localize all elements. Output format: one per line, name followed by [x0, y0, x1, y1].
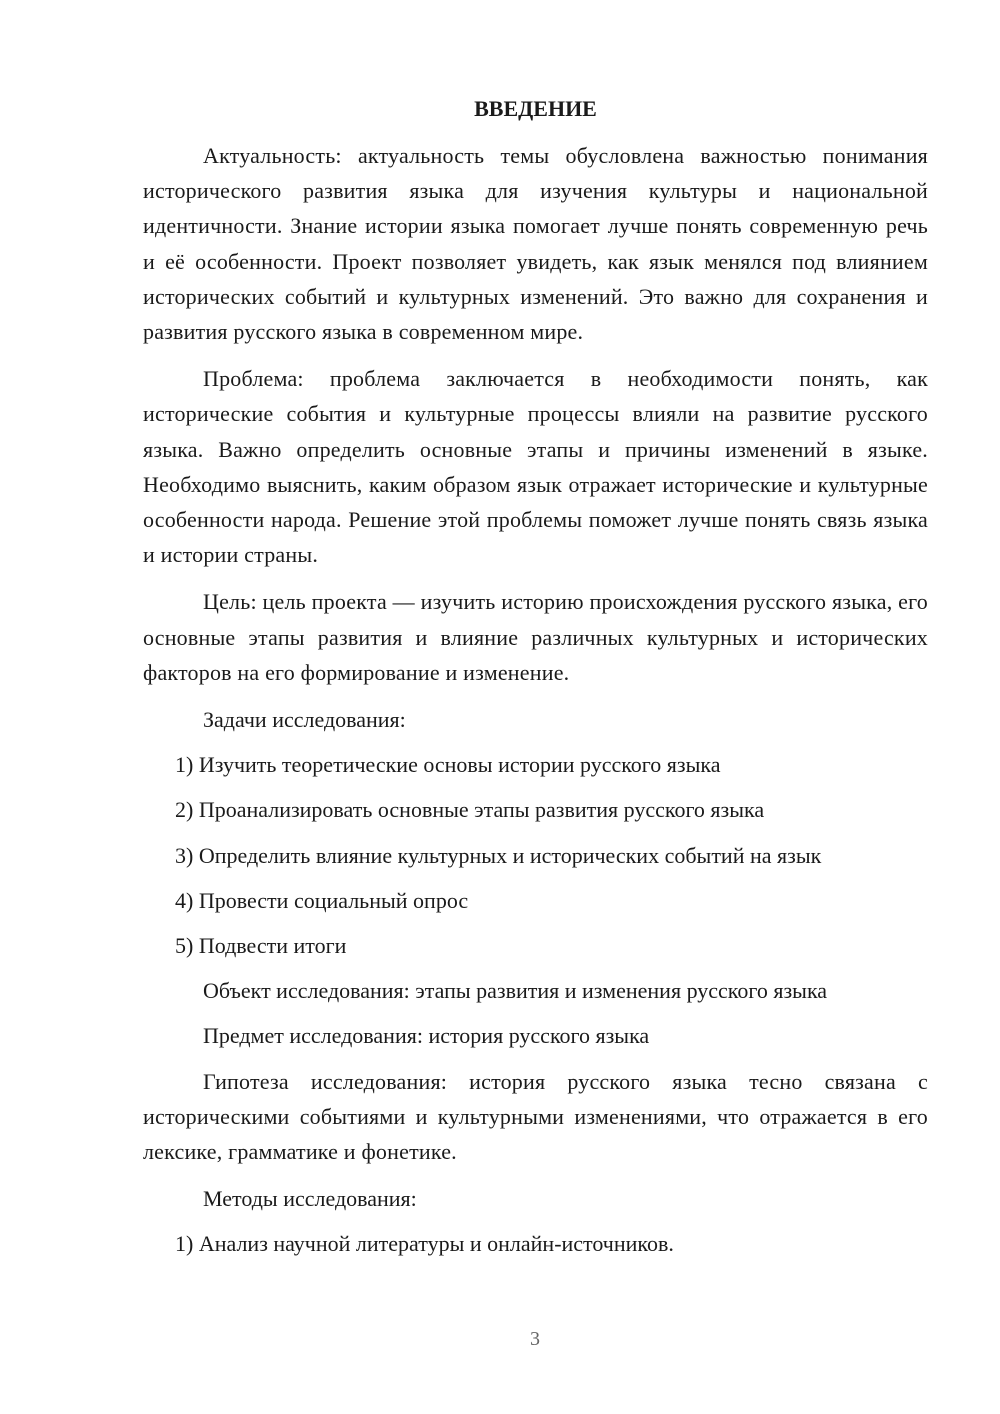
task-item-4: 4) Провести социальный опрос	[175, 887, 469, 913]
research-object: Объект исследования: этапы развития и изменения русского языка	[203, 978, 828, 1004]
task-item-1: 1) Изучить теоретические основы истории русского языка	[175, 752, 721, 778]
document-page	[143, 92, 928, 1272]
page-number: 3	[530, 1328, 540, 1350]
task-item-2: 2) Проанализировать основные этапы развития русского языка	[175, 797, 765, 823]
tasks-heading: Задачи исследования:	[203, 707, 406, 733]
hypothesis-paragraph: Гипотеза исследования: история русского языка тесно связана с историческими событиями и культурными изменениями, что отражается в его лексике, грамматике и фонетике.	[143, 1068, 928, 1165]
methods-heading: Методы исследования:	[203, 1186, 417, 1212]
method-item-1: 1) Анализ научной литературы и онлайн-источников.	[175, 1231, 674, 1257]
problem-paragraph: Проблема: проблема заключается в необходимости понять, как исторические события и культурные процессы влияли на развитие русского языка. Важно определить основные этапы и причины изменений в языке. Необходимо выяснить, каким образом язык отражает исторические и культурные особенности народа. Решение этой проблемы поможет лучше понять связь языка и истории страны.	[143, 366, 928, 568]
task-item-5: 5) Подвести итоги	[175, 933, 347, 959]
section-title: ВВЕДЕНИЕ	[474, 96, 597, 121]
task-item-3: 3) Определить влияние культурных и исторических событий на язык	[175, 842, 822, 868]
goal-paragraph: Цель: цель проекта — изучить историю происхождения русского языка, его основные этапы развития и влияние различных культурных и исторических факторов на его формирование и изменение.	[143, 589, 928, 685]
research-subject: Предмет исследования: история русского языка	[203, 1023, 650, 1049]
relevance-paragraph: Актуальность: актуальность темы обусловлена важностью понимания исторического развития языка для изучения культуры и национальной идентичности. Знание истории языка помогает лучше понять современную речь и её особенности. Проект позволяет увидеть, как язык менялся под влиянием исторических событий и культурных изменений. Это важно для сохранения и развития русского языка в современном мире.	[143, 143, 928, 345]
